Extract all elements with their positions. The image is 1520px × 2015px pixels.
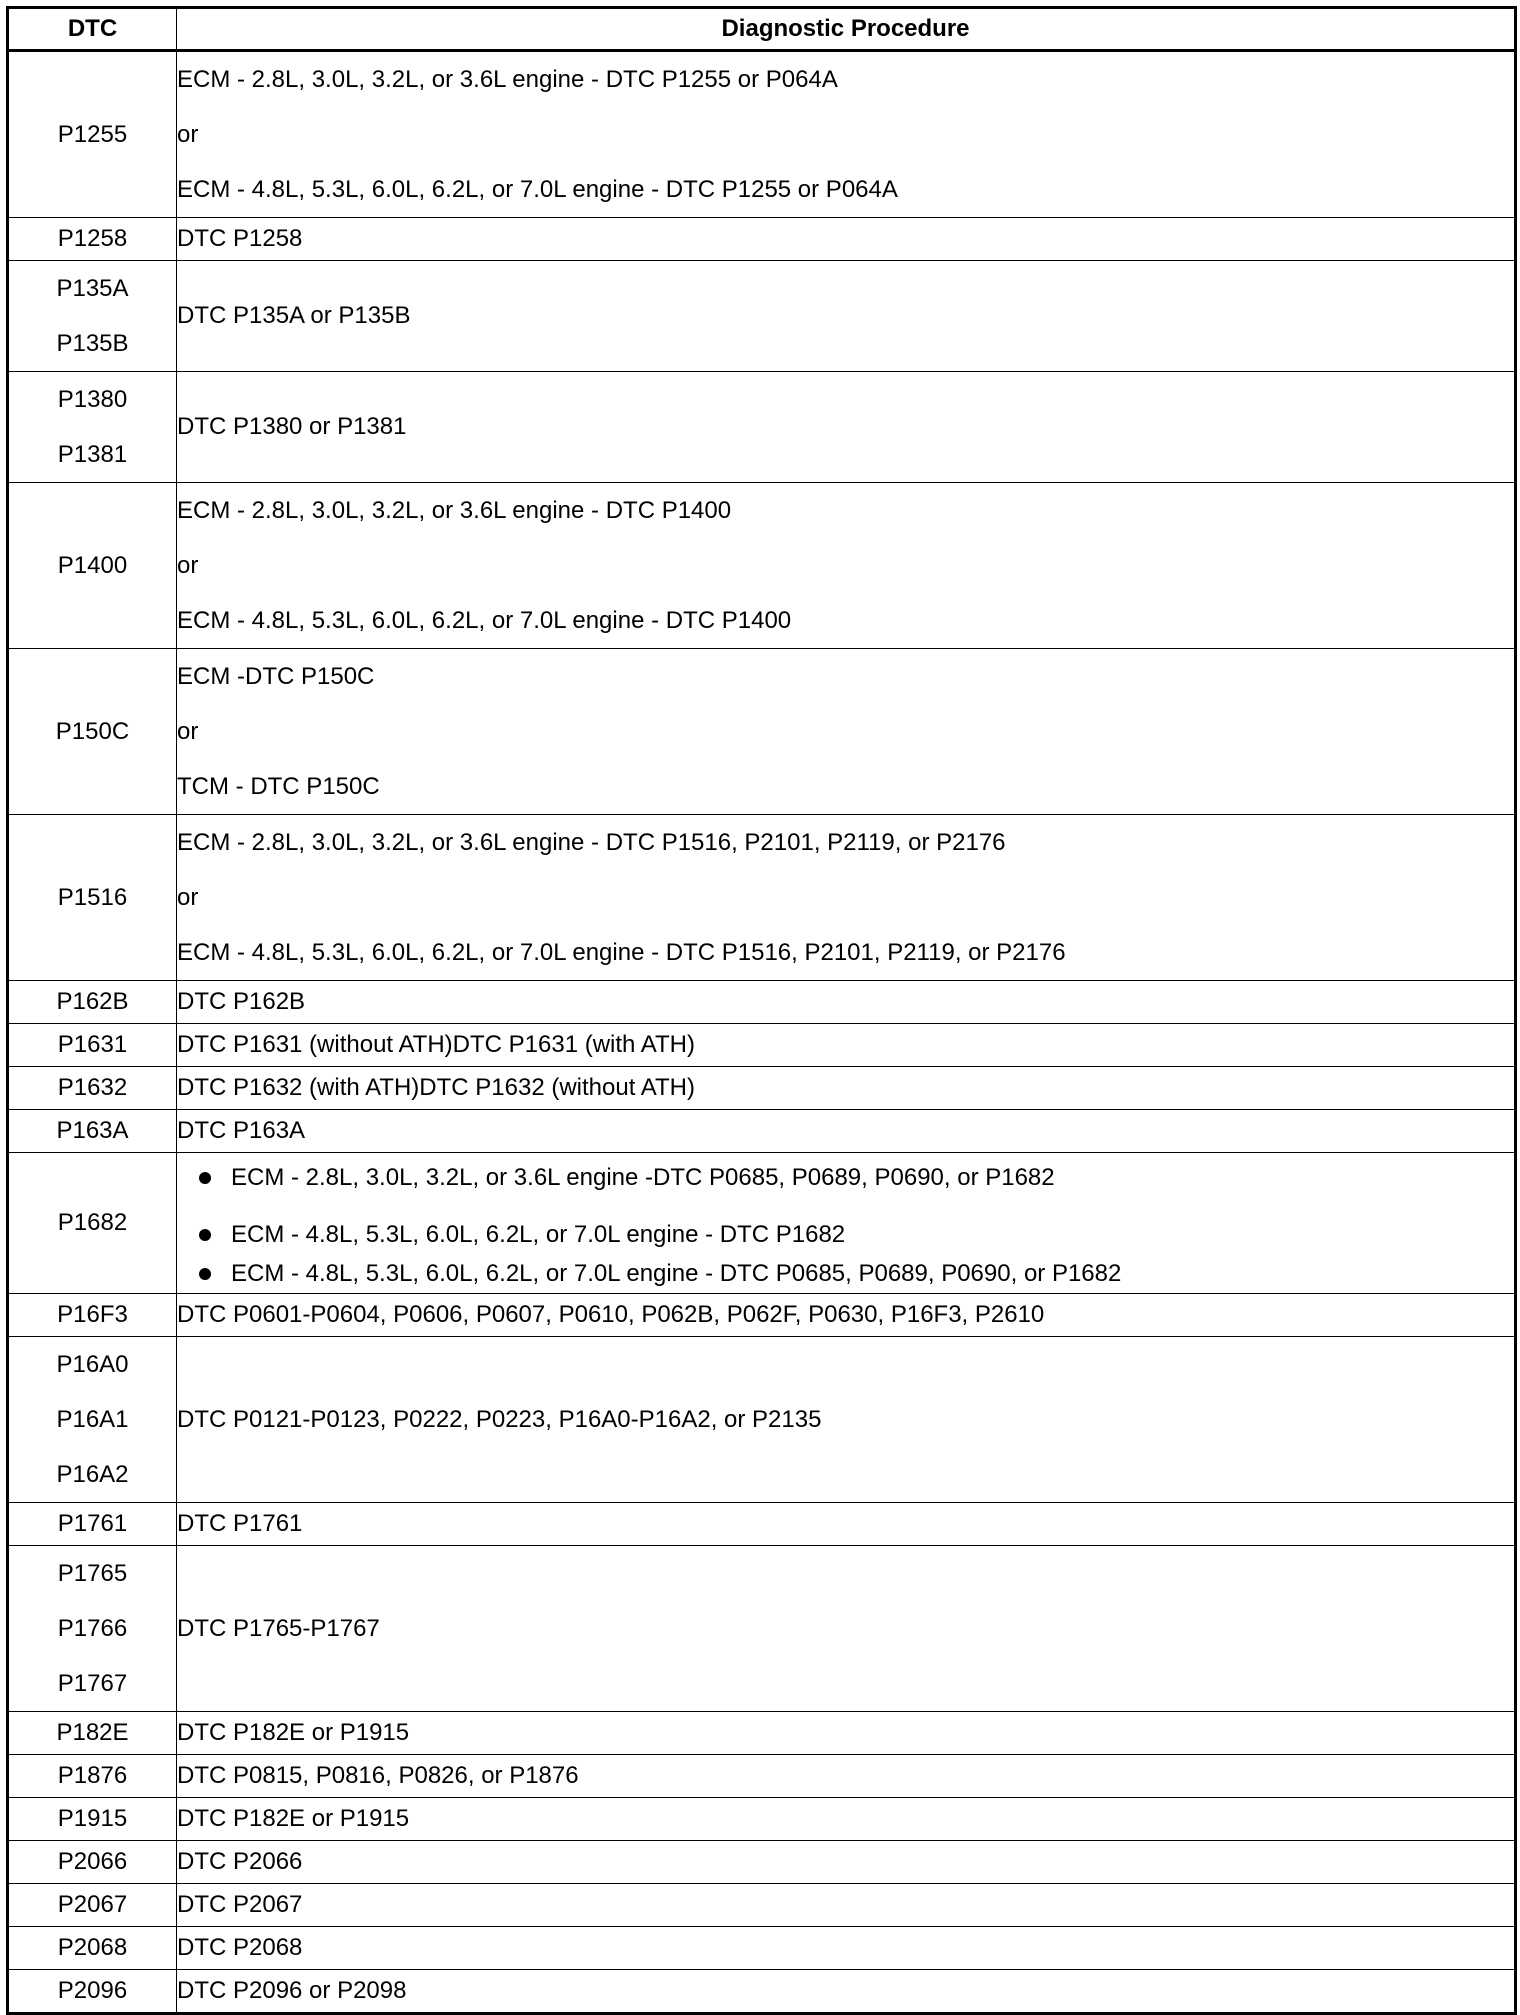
dtc-cell [8, 1884, 177, 1927]
bullet-icon [199, 1229, 211, 1241]
table-row [8, 815, 1516, 981]
procedure-cell [177, 1024, 1516, 1067]
procedure-cell [177, 815, 1516, 981]
table-row [8, 1798, 1516, 1841]
procedure-cell [177, 1110, 1516, 1153]
procedure-text: ECM - 4.8L, 5.3L, 6.0L, 6.2L, or 7.0L engine - DTC P1255 or P064A [177, 175, 898, 203]
dtc-cell [8, 261, 177, 372]
dtc-code: P2068 [57, 1934, 128, 1961]
table-row [8, 372, 1516, 483]
table-row [8, 1927, 1516, 1970]
dtc-code: P1766 [57, 1614, 128, 1642]
table-row [8, 1755, 1516, 1798]
procedure-cell [177, 1927, 1516, 1970]
procedure-text: DTC P162B [177, 988, 306, 1015]
procedure-text: DTC P1761 [177, 1510, 303, 1537]
bullet-item [177, 1215, 1514, 1255]
procedure-text: DTC P2066 [177, 1848, 303, 1875]
table-row [8, 1884, 1516, 1927]
procedure-cell [177, 1970, 1516, 2014]
dtc-code: P1682 [57, 1209, 128, 1236]
dtc-cell [8, 1546, 177, 1712]
dtc-code: P1258 [57, 225, 128, 252]
procedure-cell [177, 51, 1516, 218]
table-row [8, 1067, 1516, 1110]
dtc-cell [8, 1755, 177, 1798]
procedure-cell [177, 649, 1516, 815]
table-row [8, 1712, 1516, 1755]
dtc-cell [8, 1841, 177, 1884]
procedure-cell [177, 1712, 1516, 1755]
dtc-code: P1632 [57, 1074, 128, 1101]
dtc-code: P1631 [57, 1031, 128, 1058]
dtc-code: P163A [56, 1117, 129, 1144]
dtc-cell [8, 1337, 177, 1503]
table-row [8, 981, 1516, 1024]
bullet-text: ECM - 2.8L, 3.0L, 3.2L, or 3.6L engine -DTC P0685, P0689, P0690, or P1682 [231, 1164, 1055, 1191]
table-row [8, 1503, 1516, 1546]
procedure-text: ECM - 2.8L, 3.0L, 3.2L, or 3.6L engine - DTC P1400 [177, 496, 732, 524]
bullet-icon [199, 1268, 211, 1280]
dtc-cell [8, 649, 177, 815]
procedure-text: or [177, 120, 199, 148]
procedure-text: DTC P1631 (without ATH)DTC P1631 (with ATH) [177, 1031, 695, 1058]
dtc-cell [8, 218, 177, 261]
header-procedure: Diagnostic Procedure [177, 8, 1516, 51]
dtc-cell [8, 1798, 177, 1841]
procedure-cell [177, 218, 1516, 261]
procedure-text: DTC P1258 [177, 225, 303, 252]
procedure-cell [177, 1546, 1516, 1712]
dtc-code: P1767 [57, 1669, 128, 1697]
dtc-code: P16A2 [56, 1460, 129, 1488]
dtc-code: P135B [56, 329, 129, 357]
procedure-text: ECM - 2.8L, 3.0L, 3.2L, or 3.6L engine - DTC P1516, P2101, P2119, or P2176 [177, 828, 1006, 856]
dtc-cell [8, 1067, 177, 1110]
table-row [8, 261, 1516, 372]
procedure-cell [177, 1841, 1516, 1884]
bullet-text: ECM - 4.8L, 5.3L, 6.0L, 6.2L, or 7.0L engine - DTC P0685, P0689, P0690, or P1682 [231, 1260, 1122, 1287]
procedure-text: TCM - DTC P150C [177, 772, 380, 800]
procedure-cell [177, 483, 1516, 649]
table-row [8, 649, 1516, 815]
procedure-cell [177, 1294, 1516, 1337]
dtc-code: P150C [55, 717, 130, 745]
table-row [8, 1153, 1516, 1294]
dtc-code: P16A0 [56, 1350, 129, 1378]
dtc-cell [8, 372, 177, 483]
dtc-cell [8, 483, 177, 649]
procedure-text: DTC P1765-P1767 [177, 1614, 380, 1642]
dtc-code: P1765 [57, 1559, 128, 1587]
procedure-text: or [177, 883, 199, 911]
procedure-text: DTC P0121-P0123, P0222, P0223, P16A0-P16A2, or P2135 [177, 1405, 822, 1433]
procedure-cell [177, 1755, 1516, 1798]
bullet-icon [199, 1172, 211, 1184]
procedure-cell [177, 1337, 1516, 1503]
procedure-text: ECM - 4.8L, 5.3L, 6.0L, 6.2L, or 7.0L engine - DTC P1400 [177, 606, 792, 634]
procedure-text: ECM - 2.8L, 3.0L, 3.2L, or 3.6L engine - DTC P1255 or P064A [177, 65, 838, 93]
bullet-item [177, 1255, 1514, 1293]
procedure-text: DTC P135A or P135B [177, 302, 411, 329]
dtc-code: P2096 [57, 1977, 128, 2004]
dtc-cell [8, 1153, 177, 1294]
procedure-text: DTC P0601-P0604, P0606, P0607, P0610, P062B, P062F, P0630, P16F3, P2610 [177, 1301, 1045, 1328]
table-row [8, 1337, 1516, 1503]
table-row [8, 1546, 1516, 1712]
dtc-code: P1761 [57, 1510, 128, 1537]
procedure-text: DTC P2096 or P2098 [177, 1977, 407, 2004]
dtc-cell [8, 1927, 177, 1970]
dtc-cell [8, 1294, 177, 1337]
table-row [8, 1841, 1516, 1884]
table-row [8, 51, 1516, 218]
dtc-code: P1400 [57, 551, 128, 579]
procedure-text: ECM - 4.8L, 5.3L, 6.0L, 6.2L, or 7.0L engine - DTC P1516, P2101, P2119, or P2176 [177, 938, 1066, 966]
procedure-cell [177, 372, 1516, 483]
procedure-text: DTC P2067 [177, 1891, 303, 1918]
dtc-table [6, 6, 1517, 2015]
procedure-text: DTC P182E or P1915 [177, 1805, 410, 1832]
dtc-code: P135A [56, 274, 129, 302]
dtc-cell [8, 1110, 177, 1153]
dtc-code: P16A1 [56, 1405, 129, 1433]
table-row [8, 1294, 1516, 1337]
dtc-code: P162B [56, 988, 129, 1015]
table-row [8, 483, 1516, 649]
procedure-text: DTC P182E or P1915 [177, 1719, 410, 1746]
dtc-code: P1381 [57, 440, 128, 468]
table-row [8, 1110, 1516, 1153]
procedure-text: ECM -DTC P150C [177, 662, 375, 690]
table-body [8, 51, 1516, 2014]
procedure-cell [177, 261, 1516, 372]
procedure-text: or [177, 717, 199, 745]
header-row [8, 8, 1516, 51]
bullet-item [177, 1153, 1514, 1203]
bullet-text: ECM - 4.8L, 5.3L, 6.0L, 6.2L, or 7.0L engine - DTC P1682 [231, 1221, 846, 1248]
procedure-cell [177, 1503, 1516, 1546]
procedure-text: DTC P1380 or P1381 [177, 413, 407, 440]
procedure-text: DTC P2068 [177, 1934, 303, 1961]
dtc-code: P1380 [57, 385, 128, 413]
procedure-text: DTC P1632 (with ATH)DTC P1632 (without ATH) [177, 1074, 695, 1101]
dtc-code: P16F3 [57, 1301, 128, 1328]
procedure-cell [177, 1153, 1516, 1294]
dtc-cell [8, 1024, 177, 1067]
dtc-code: P182E [56, 1719, 129, 1746]
table-row [8, 1970, 1516, 2014]
dtc-code: P1255 [57, 120, 128, 148]
dtc-code: P2066 [57, 1848, 128, 1875]
procedure-text: DTC P163A [177, 1117, 306, 1144]
procedure-cell [177, 1067, 1516, 1110]
header-dtc: DTC [8, 8, 177, 51]
procedure-cell [177, 1884, 1516, 1927]
table-row [8, 1024, 1516, 1067]
procedure-cell [177, 981, 1516, 1024]
procedure-cell [177, 1798, 1516, 1841]
dtc-cell [8, 1970, 177, 2014]
dtc-cell [8, 815, 177, 981]
dtc-cell [8, 1712, 177, 1755]
dtc-cell [8, 51, 177, 218]
dtc-cell [8, 1503, 177, 1546]
dtc-code: P1876 [57, 1762, 128, 1789]
procedure-text: or [177, 551, 199, 579]
dtc-code: P1915 [57, 1805, 128, 1832]
dtc-code: P2067 [57, 1891, 128, 1918]
table-row [8, 218, 1516, 261]
dtc-code: P1516 [57, 883, 128, 911]
procedure-text: DTC P0815, P0816, P0826, or P1876 [177, 1762, 579, 1789]
dtc-cell [8, 981, 177, 1024]
